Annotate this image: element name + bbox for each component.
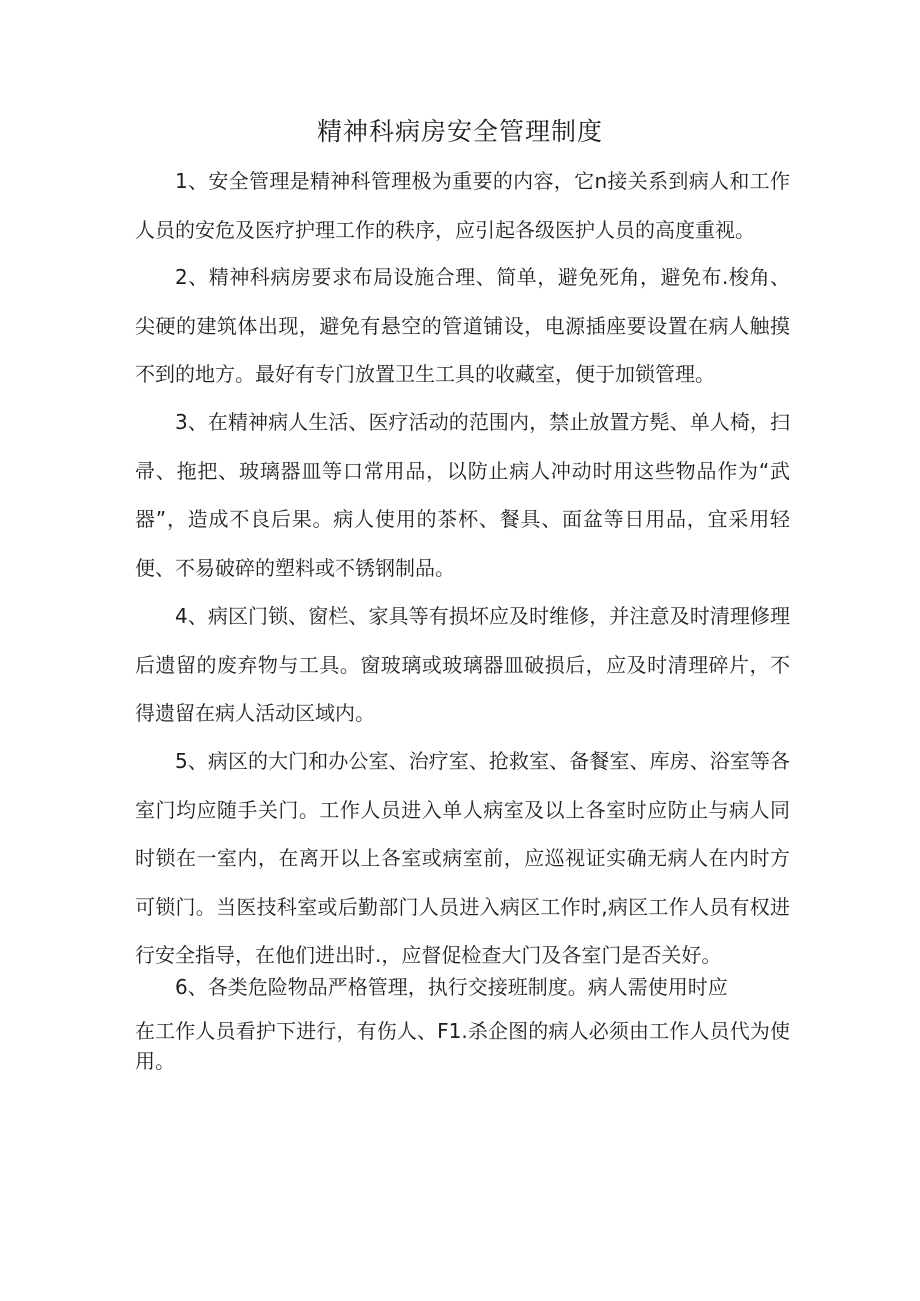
paragraph-6: 6、各类危险物品严格管理，执行交接班制度。病人需使用时应 [175, 975, 728, 999]
paragraph-3-block [135, 398, 790, 592]
paragraph-4: 4、病区门锁、窗栏、家具等有损坏应及时维修，并注意及时清理修理后遗留的废弃物与工具。窗玻璃或玻璃器皿破损后，应及时清理碎片，不得遗留在病人活动区域内。 [135, 604, 790, 725]
paragraph-1-block [135, 157, 790, 254]
paragraph-3: 3、在精神病人生活、医疗活动的范围内，禁止放置方髡、单人椅，扫帚、拖把、玻璃器皿等口常用品，以防止病人冲动时用这些物品作为“武器”，造成不良后果。病人使用的茶杯、餐具、面盆等日用品，宜采用轻便、不易破碎的塑料或不锈钢制品。 [135, 410, 790, 580]
paragraph-7-block [135, 1016, 790, 1076]
paragraph-4-block [135, 592, 790, 738]
paragraph-2-block [135, 253, 790, 399]
paragraph-7: 在工作人员看护下进行，有伤人、F1.杀企图的病人必须由工作人员代为使用。 [135, 1019, 790, 1073]
paragraph-1: 1、安全管理是精神科管理极为重要的内容，它n接关系到病人和工作人员的安危及医疗护理工作的秩序，应引起各级医护人员的高度重视。 [135, 169, 790, 242]
paragraph-5-block [135, 737, 790, 980]
paragraph-6-block [135, 963, 790, 1012]
document-title: 精神科病房安全管理制度 [316, 117, 603, 146]
paragraph-2: 2、精神科病房要求布局设施合理、简单，避免死角，避免布.梭角、尖硬的建筑体出现，避免有悬空的管道铺设，电源插座要设置在病人触摸不到的地方。最好有专门放置卫生工具的收藏室，便于加锁管理。 [135, 265, 790, 386]
paragraph-5: 5、病区的大门和办公室、治疗室、抢救室、备餐室、库房、浴室等各室门均应随手关门。工作人员进入单人病室及以上各室时应防止与病人同时锁在一室内，在离开以上各室或病室前，应巡视证实确无病人在内时方可锁门。当医技科室或后勤部门人员进入病区工作时,病区工作人员有权进行安全指导，在他们进出时.，应督促检查大门及各室门是否关好。 [135, 749, 790, 967]
